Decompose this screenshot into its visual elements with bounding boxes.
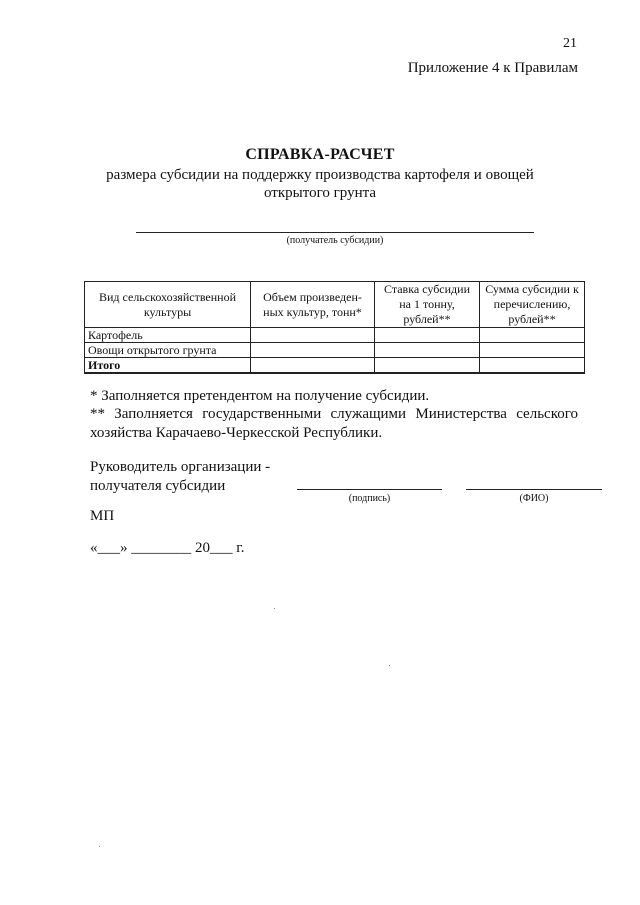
header-amount: Сумма субсидии к перечислению, рублей** bbox=[480, 282, 585, 328]
footnote-ministry-continued: хозяйства Карачаево-Черкесской Республики. bbox=[90, 425, 383, 441]
row-label: Овощи открытого грунта bbox=[85, 343, 251, 358]
table-row bbox=[85, 328, 585, 343]
rate-cell bbox=[375, 358, 480, 374]
amount-cell bbox=[480, 343, 585, 358]
volume-cell bbox=[251, 343, 375, 358]
table-row-total bbox=[85, 358, 585, 374]
name-fill-line bbox=[466, 489, 602, 490]
document-title: СПРАВКА-РАСЧЕТ bbox=[245, 146, 395, 163]
scan-speck bbox=[389, 665, 390, 666]
table-header-row bbox=[85, 282, 585, 328]
document-subtitle: размера субсидии на поддержку производства картофеля и овощей открытого грунта bbox=[106, 167, 534, 201]
footnote-applicant: * Заполняется претендентом на получение субсидии. bbox=[90, 388, 430, 404]
footnote-ministry: ** Заполняется государственными служащими Министерства сельского bbox=[90, 406, 578, 422]
scan-speck bbox=[274, 608, 275, 609]
stamp-placeholder: МП bbox=[90, 508, 115, 524]
signer-title-continued: получателя субсидии bbox=[90, 478, 226, 494]
appendix-label: Приложение 4 к Правилам bbox=[407, 60, 578, 76]
subsidy-calculation-table bbox=[84, 281, 585, 374]
volume-cell bbox=[251, 328, 375, 343]
recipient-fill-line bbox=[136, 232, 534, 233]
signature-caption: (подпись) bbox=[348, 493, 391, 504]
row-label: Картофель bbox=[85, 328, 251, 343]
recipient-caption: (получатель субсидии) bbox=[286, 235, 384, 246]
signature-fill-line bbox=[297, 489, 442, 490]
rate-cell bbox=[375, 328, 480, 343]
amount-cell bbox=[480, 358, 585, 374]
page-number: 21 bbox=[563, 36, 577, 51]
volume-cell bbox=[251, 358, 375, 374]
date-fill-template: «___» ________ 20___ г. bbox=[90, 540, 245, 556]
scan-speck bbox=[99, 846, 100, 847]
table-row bbox=[85, 343, 585, 358]
row-label: Итого bbox=[85, 358, 251, 374]
header-crop-type: Вид сельскохозяйственной культуры bbox=[85, 282, 251, 328]
name-caption: (ФИО) bbox=[519, 493, 549, 504]
header-volume: Объем произведен-ных культур, тонн* bbox=[251, 282, 375, 328]
signer-title: Руководитель организации - bbox=[90, 459, 271, 475]
rate-cell bbox=[375, 343, 480, 358]
header-rate: Ставка субсидии на 1 тонну, рублей** bbox=[375, 282, 480, 328]
amount-cell bbox=[480, 328, 585, 343]
